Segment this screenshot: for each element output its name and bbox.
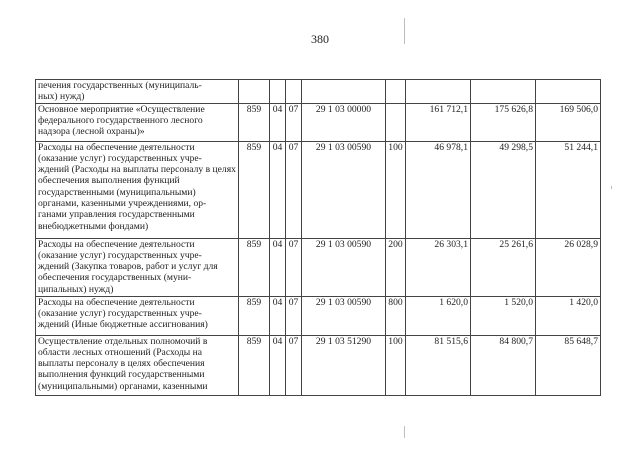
cell-name: Расходы на обеспечение деятельности (оказание услуг) государственных учре- ждений (Расходы на выплаты персоналу в целях обеспечения выполнения функций государственными (муниципальными) органами, казенными учреждениями, ор- ганами управления государственными внебюджетными фондами): [36, 141, 239, 238]
cell-vr: [386, 80, 406, 104]
cell-csr: 29 1 03 00000: [302, 103, 386, 141]
table-row: [36, 103, 601, 141]
cell-csr: 29 1 03 00590: [302, 238, 386, 296]
cell-ved: 859: [239, 103, 270, 141]
cell-rz: 04: [270, 335, 286, 395]
cell-year1: [406, 80, 471, 104]
cell-year1: 1 620,0: [406, 296, 471, 335]
cell-pr: 07: [286, 141, 302, 238]
cell-pr: 07: [286, 103, 302, 141]
cell-year2: 25 261,6: [471, 238, 536, 296]
cell-vr: 100: [386, 141, 406, 238]
page-number: 380: [311, 32, 329, 46]
cell-ved: [239, 80, 270, 104]
cell-year3: 169 506,0: [536, 103, 601, 141]
cell-csr: 29 1 03 51290: [302, 335, 386, 395]
cell-year1: 81 515,6: [406, 335, 471, 395]
cell-year2: [471, 80, 536, 104]
cell-csr: [302, 80, 386, 104]
cell-vr: 800: [386, 296, 406, 335]
cell-year1: 26 303,1: [406, 238, 471, 296]
table-row: [36, 80, 601, 104]
table-body: [36, 80, 601, 396]
cell-year3: 26 028,9: [536, 238, 601, 296]
cell-year1: 46 978,1: [406, 141, 471, 238]
cell-ved: 859: [239, 296, 270, 335]
cell-pr: 07: [286, 335, 302, 395]
table-row: [36, 238, 601, 296]
cell-year2: 1 520,0: [471, 296, 536, 335]
cell-rz: 04: [270, 238, 286, 296]
scan-artifact: [404, 426, 405, 438]
cell-year3: 1 420,0: [536, 296, 601, 335]
cell-vr: 100: [386, 335, 406, 395]
cell-year2: 49 298,5: [471, 141, 536, 238]
table-row: [36, 335, 601, 395]
scan-artifact: [404, 18, 405, 44]
cell-csr: 29 1 03 00590: [302, 141, 386, 238]
scan-artifact: [611, 186, 612, 189]
cell-ved: 859: [239, 238, 270, 296]
budget-table: [35, 79, 601, 396]
cell-rz: 04: [270, 141, 286, 238]
cell-ved: 859: [239, 335, 270, 395]
cell-year2: 175 626,8: [471, 103, 536, 141]
cell-name: Расходы на обеспечение деятельности (оказание услуг) государственных учре- ждений (Иные бюджетные ассигнования): [36, 296, 239, 335]
cell-pr: 07: [286, 296, 302, 335]
cell-rz: [270, 80, 286, 104]
cell-rz: 04: [270, 103, 286, 141]
cell-name: печения государственных (муниципаль- ных) нужд): [36, 80, 239, 104]
cell-year2: 84 800,7: [471, 335, 536, 395]
cell-csr: 29 1 03 00590: [302, 296, 386, 335]
cell-name: Осуществление отдельных полномочий в области лесных отношений (Расходы на выплаты персоналу в целях обеспечения выполнения функций государственными (муниципальными) органами, казенными: [36, 335, 239, 395]
cell-ved: 859: [239, 141, 270, 238]
table-row: [36, 296, 601, 335]
cell-vr: [386, 103, 406, 141]
cell-year3: [536, 80, 601, 104]
cell-name: Основное мероприятие «Осуществление федерального государственного лесного надзора (лесной охраны)»: [36, 103, 239, 141]
cell-year3: 51 244,1: [536, 141, 601, 238]
table-row: [36, 141, 601, 238]
cell-name: Расходы на обеспечение деятельности (оказание услуг) государственных учре- ждений (Закупка товаров, работ и услуг для обеспечения государственных (муни- ципальных) нужд): [36, 238, 239, 296]
cell-rz: 04: [270, 296, 286, 335]
cell-vr: 200: [386, 238, 406, 296]
cell-pr: 07: [286, 238, 302, 296]
cell-year1: 161 712,1: [406, 103, 471, 141]
cell-pr: [286, 80, 302, 104]
cell-year3: 85 648,7: [536, 335, 601, 395]
